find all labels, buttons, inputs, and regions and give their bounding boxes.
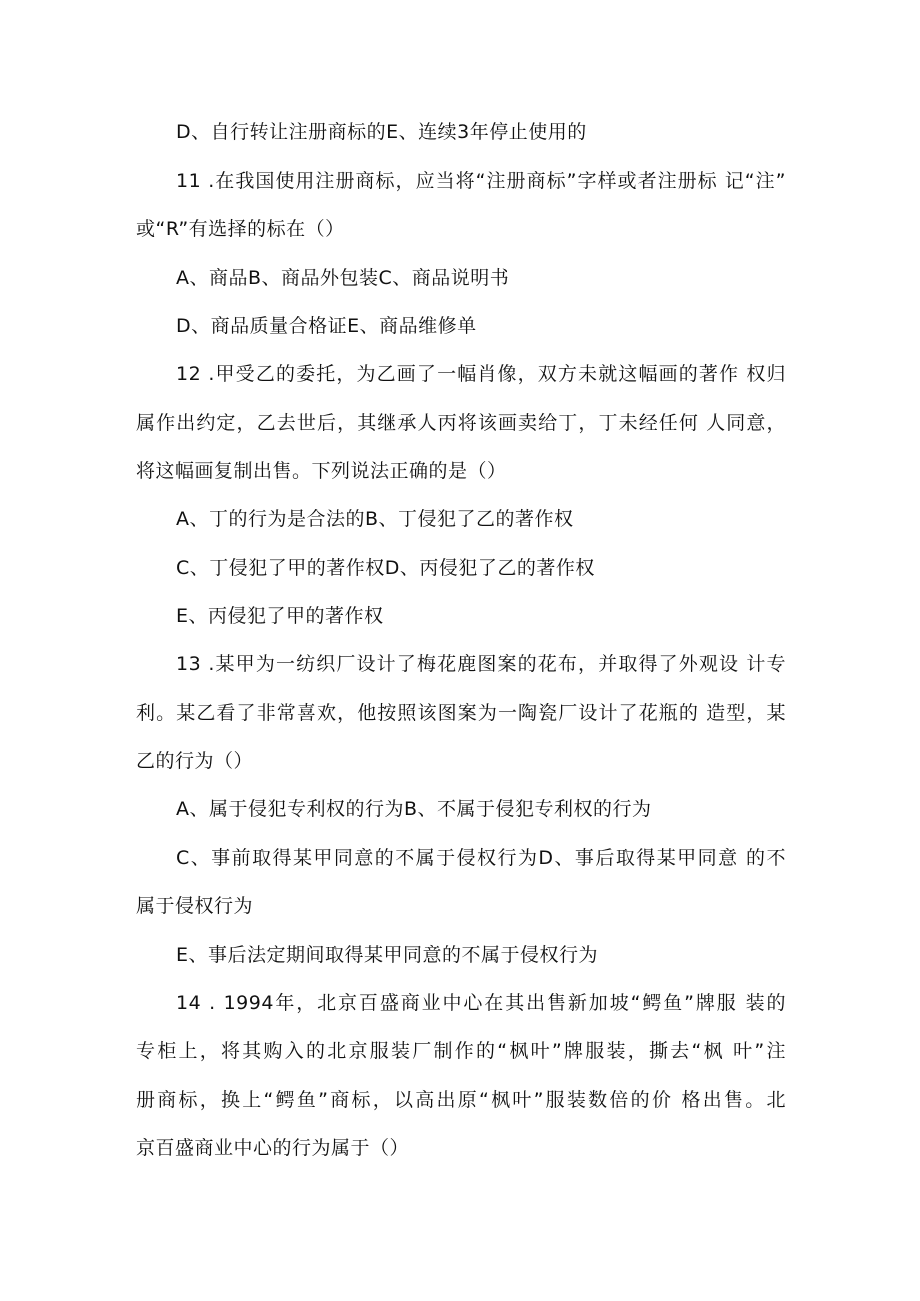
- option-line-q11-de: D、商品质量合格证E、商品维修单: [176, 315, 477, 337]
- option-line-q13-cd-2: 属于侵权行为: [136, 895, 254, 917]
- question-14-line-1: 14 . 1994年，北京百盛商业中心在其出售新加坡“鳄鱼”牌服 装的: [176, 992, 786, 1014]
- option-line-q10-de: D、自行转让注册商标的E、连续3年停止使用的: [176, 121, 587, 143]
- question-11-line-2: 或“R”有选择的标在（）: [136, 218, 345, 240]
- question-13-line-3: 乙的行为（）: [136, 750, 254, 772]
- question-12-line-1: 12 .甲受乙的委托，为乙画了一幅肖像，双方未就这幅画的著作 权归: [176, 363, 786, 385]
- question-14-line-3: 册商标，换上“鳄鱼”商标，以高出原“枫叶”服装数倍的价 格出售。北: [136, 1089, 786, 1111]
- option-line-q12-ab: A、丁的行为是合法的B、丁侵犯了乙的著作权: [176, 508, 574, 530]
- option-line-q12-e: E、丙侵犯了甲的著作权: [176, 605, 384, 627]
- question-12-line-3: 将这幅画复制出售。下列说法正确的是（）: [136, 460, 507, 482]
- question-12-line-2: 属作出约定，乙去世后，其继承人丙将该画卖给丁，丁未经任何 人同意，: [136, 412, 786, 434]
- question-14-line-2: 专柜上，将其购入的北京服装厂制作的“枫叶”牌服装，撕去“枫 叶”注: [136, 1040, 786, 1062]
- option-line-q11-abc: A、商品B、商品外包装C、商品说明书: [176, 267, 510, 289]
- option-line-q13-cd-1: C、事前取得某甲同意的不属于侵权行为D、事后取得某甲同意 的不: [176, 847, 786, 869]
- option-line-q13-e: E、事后法定期间取得某甲同意的不属于侵权行为: [176, 944, 599, 966]
- option-line-q12-cd: C、丁侵犯了甲的著作权D、丙侵犯了乙的著作权: [176, 557, 595, 579]
- question-11-line-1: 11 .在我国使用注册商标，应当将“注册商标”字样或者注册标 记“注”: [176, 170, 786, 192]
- question-13-line-2: 利。某乙看了非常喜欢，他按照该图案为一陶瓷厂设计了花瓶的 造型，某: [136, 702, 786, 724]
- option-line-q13-ab: A、属于侵犯专利权的行为B、不属于侵犯专利权的行为: [176, 798, 652, 820]
- question-13-line-1: 13 .某甲为一纺织厂设计了梅花鹿图案的花布，并取得了外观设 计专: [176, 653, 786, 675]
- question-14-line-4: 京百盛商业中心的行为属于（）: [136, 1137, 410, 1159]
